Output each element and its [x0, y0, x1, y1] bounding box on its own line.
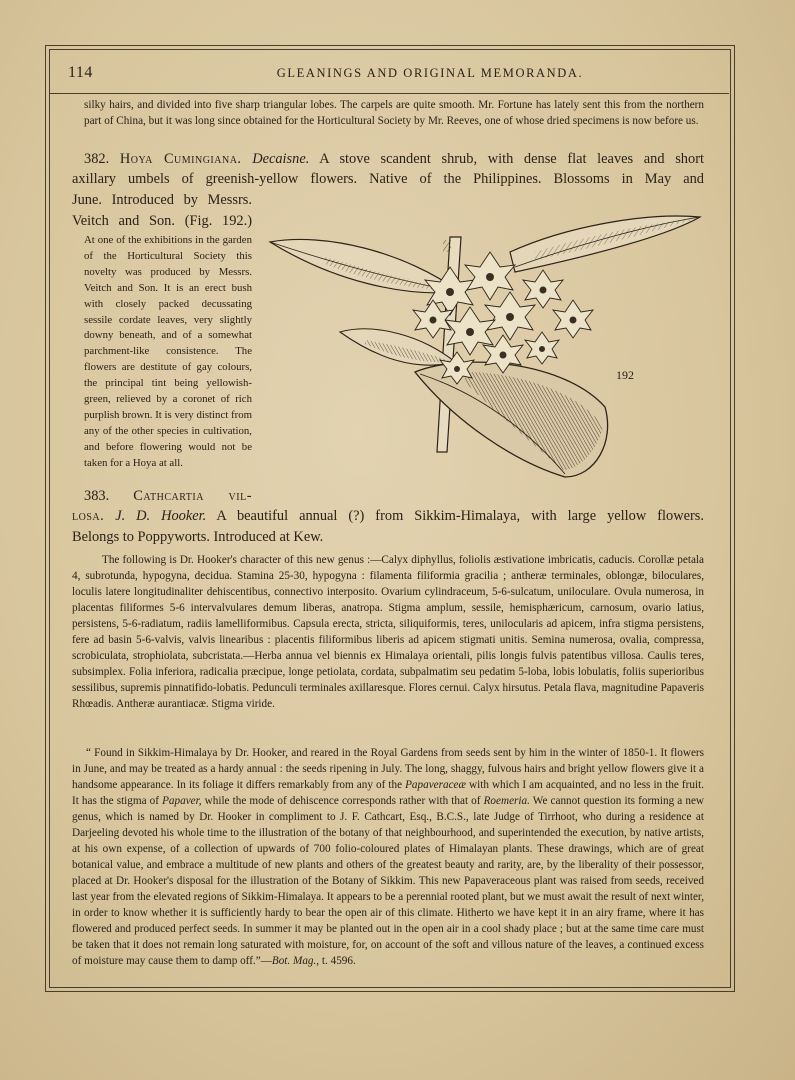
quote-text-2: with which I am acquainted, and no less in the fruit. It has the stigma of [72, 779, 704, 807]
hoya-illustration [265, 212, 705, 487]
entry-383-line-2 [72, 506, 704, 527]
quote-italic-papaver: Papaver, [162, 795, 202, 807]
entry-382-line-1 [84, 149, 704, 170]
stem-node-shade [443, 240, 451, 252]
quote-citation-plate: t. 4596. [319, 955, 356, 967]
page-number: 114 [68, 64, 93, 81]
entry-383-line-3: Belongs to Poppyworts. Introduced at Kew. [72, 529, 324, 545]
entry-383-name-part-2: losa. [72, 508, 105, 524]
figure-number: 192 [616, 368, 634, 382]
entry-383-number: 383. [84, 488, 110, 504]
hoya-description: At one of the exhibitions in the garden of the Horticultural Society this novelty was produced by Messrs. Veitch and Son. It is an erect bush with closely packed decussating sessile cordate leaves, very slightly downy beneath, and of a somewhat parchment-like consistence. The flowers are destitute of gay colours, the principal tint being yellowish-green, relieved by a coronet of rich purplish brown. It is very distinct from any of the other species in cultivation, and before flowering would not be taken for a Hoya at all. [84, 234, 252, 469]
quote-text-3: while the mode of dehiscence corresponds rather with that of [201, 795, 484, 807]
running-title: GLEANINGS AND ORIGINAL MEMORANDA. [276, 66, 584, 80]
quoted-paragraph [72, 745, 704, 969]
quote-italic-roemeria: Roemeria. [483, 795, 530, 807]
entry-383-line-1 [84, 486, 252, 507]
entry-382-line-4: Veitch and Son. (Fig. 192.) [72, 213, 252, 229]
entry-382-name: Hoya Cumingiana. [119, 151, 242, 167]
quote-text-4: We cannot question its forming a new genus, which is named by Dr. Hooker in compliment to J. F. Cathcart, Esq., B.C.S., late Judge of Tirrhoot, who during a residence at Darjeeling devoted his whole time to the illustration of the botany of that neighbourhood, and superintended the execution, by native artists, at his own expense, of a collection of upwards of 700 folio-coloured plates of Himalayan plants. These drawings, which are of great botanical value, and embrace a multitude of new plants and others of the greatest beauty and rarity, are, by the liberality of their possessor, placed at Dr. Hooker's disposal for the illustration of the Botany of Sikkim. This new Papaveraceous plant was raised from seeds, received last year from the elevated regions of Sikkim-Himalaya. It appears to be a perennial rooted plant, but we must await the result of next winter, in order to know whether it is sufficiently hardy to bear the open air of this climate. Hitherto we have kept it in an airy frame, where it has flowered and produced perfect seeds. In summer it may be planted out in the open air in a cool shady place ; but at the same time care must be taken that it does not remain long saturated with moisture, for, on account of the soft and villous nature of the leaves, a continued excess of moisture may cause them to damp off.”— [72, 795, 704, 967]
entry-382-line-1-rest: A stove scandent shrub, with dense flat leaves and short [319, 151, 704, 167]
latin-description: The following is Dr. Hooker's character of this new genus :—Calyx diphyllus, foliolis æstivatione imbricatis, caducis. Corollæ petala 4, subrotunda, hypogyna, decidua. Stamina 25-30, hypogyna : filamenta filiformia gracilia ; antheræ terminales, oblongæ, biloculares, loculis latere longitudinaliter dehiscentibus, connectivo interposito. Ovarium cylindraceum, 5-6-sulcatum, uniloculare. Ovula numerosa, in placentas filiformes 5-6 intervalvulares demum liberas, anatropa. Stigma amplum, sessile, hemisphæricum, carnosum, ovario latius, persistens, 5-6-radiatum, radiis lamelliformibus. Capsula erecta, stricta, siliquiformis, teres, unilocularis ad apicem, infra stigma persistens, fere ad basin 5-6-valvis, valvis linearibus : placentis filiformibus liberis ad apicem stigmati unitis. Semina numerosa, ovalia, compressa, scrobiculata, strophiolata, subcristata.—Herba annua vel biennis ex Himalaya orientali, pilis longis fulvis patentibus villosa. Caulis teres, subsimplex. Folia inferiora, radicalia præcipue, longe petiolata, cordata, subpalmatim seu pedatim 5-loba, lobis lobulatis, foliis superioribus sessilibus, supremis pinnatifido-lobatis. Pedunculi terminales axillaresque. Flores cernui. Calyx hirsutus. Petala flava, magnitudine Papaveris Rhœadis. Antheræ aurantiacæ. Stigma viride. [72, 554, 704, 710]
entry-382-number: 382. [84, 151, 110, 167]
entry-382-line-2: axillary umbels of greenish-yellow flowers. Native of the Philippines. Blossoms in May and [72, 171, 704, 187]
quote-text-1: “ Found in Sikkim-Himalaya by Dr. Hooker, and reared in the Royal Gardens from seeds sent by him in the winter of 1850-1. It flowers in June, and may be treated as a hardy annual : the seeds ripening in July. The long, shaggy, fulvous hairs and bright yellow flowers give it a handsome appearance. In its foliage it differs remarkably from any of the [72, 747, 704, 791]
entry-383-authority: J. D. Hooker. [115, 508, 207, 524]
entry-383-name-part-1: Cathcartia vil- [133, 488, 252, 504]
header-rule [49, 93, 729, 94]
quote-citation: Bot. Mag., [271, 955, 320, 967]
entry-383-line-1-rest: A beautiful annual (?) from Sikkim-Himalaya, with large yellow flowers. [216, 508, 704, 524]
entry-382-line-3: June. Introduced by Messrs. [72, 192, 252, 208]
entry-382-authority: Decaisne. [252, 151, 310, 167]
intro-paragraph: silky hairs, and divided into five sharp triangular lobes. The carpels are quite smooth. Mr. Fortune has lately sent this from the northern part of China, but it was long since obtained for the Horticultural Society by Mr. Reeves, one of whose dried specimens is now before us. [84, 99, 704, 127]
quote-italic-papaveraceae: Papaveraceæ [405, 779, 466, 791]
